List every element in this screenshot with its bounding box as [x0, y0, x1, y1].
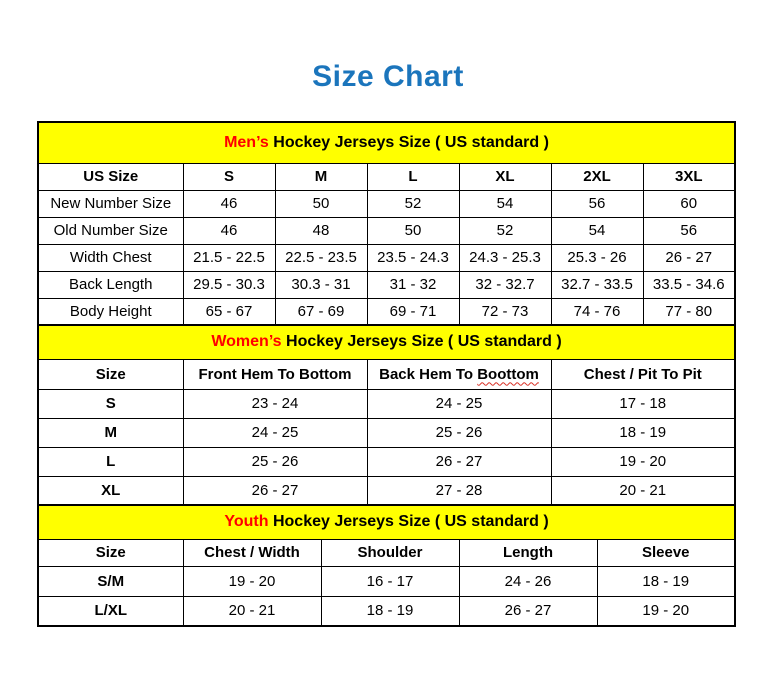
- mens-value-cell: 69 - 71: [367, 298, 459, 325]
- womens-value-cell: 20 - 21: [551, 476, 735, 505]
- mens-row-label: Body Height: [38, 298, 183, 325]
- mens-column-header: 3XL: [643, 163, 735, 190]
- mens-value-cell: 67 - 69: [275, 298, 367, 325]
- mens-column-header: S: [183, 163, 275, 190]
- youth-value-cell: 18 - 19: [321, 596, 459, 626]
- womens-value-cell: 23 - 24: [183, 389, 367, 418]
- womens-column-header: Chest / Pit To Pit: [551, 359, 735, 389]
- mens-column-header: M: [275, 163, 367, 190]
- mens-value-cell: 31 - 32: [367, 271, 459, 298]
- womens-header-row: [38, 359, 735, 389]
- mens-column-header: US Size: [38, 163, 183, 190]
- youth-banner: [38, 505, 735, 539]
- womens-value-cell: 24 - 25: [183, 418, 367, 447]
- mens-row-label: Width Chest: [38, 244, 183, 271]
- youth-column-header: Sleeve: [597, 539, 735, 566]
- youth-value-cell: 18 - 19: [597, 566, 735, 596]
- mens-value-cell: 32 - 32.7: [459, 271, 551, 298]
- mens-row-label: New Number Size: [38, 190, 183, 217]
- mens-banner-row: [38, 122, 735, 163]
- womens-value-cell: 19 - 20: [551, 447, 735, 476]
- mens-value-cell: 50: [275, 190, 367, 217]
- mens-table-row: [38, 271, 735, 298]
- youth-column-header: Chest / Width: [183, 539, 321, 566]
- mens-row-label: Back Length: [38, 271, 183, 298]
- womens-row-label: L: [38, 447, 183, 476]
- womens-table-row: [38, 389, 735, 418]
- mens-value-cell: 32.7 - 33.5: [551, 271, 643, 298]
- womens-table-row: [38, 447, 735, 476]
- mens-banner: [38, 122, 735, 163]
- youth-value-cell: 24 - 26: [459, 566, 597, 596]
- mens-header-row: [38, 163, 735, 190]
- womens-value-cell: 27 - 28: [367, 476, 551, 505]
- womens-value-cell: 17 - 18: [551, 389, 735, 418]
- mens-banner-text: Hockey Jerseys Size ( US standard ): [268, 133, 549, 151]
- womens-table-row: [38, 418, 735, 447]
- youth-banner-text: Hockey Jerseys Size ( US standard ): [268, 513, 549, 531]
- mens-value-cell: 54: [551, 217, 643, 244]
- youth-table-row: [38, 596, 735, 626]
- mens-value-cell: 46: [183, 217, 275, 244]
- mens-size-table: [37, 121, 736, 326]
- youth-column-header: Shoulder: [321, 539, 459, 566]
- mens-value-cell: 56: [551, 190, 643, 217]
- womens-size-table: [37, 324, 736, 506]
- youth-size-table: [37, 504, 736, 627]
- womens-row-label: M: [38, 418, 183, 447]
- page-title: Size Chart: [312, 60, 464, 93]
- womens-value-cell: 24 - 25: [367, 389, 551, 418]
- mens-value-cell: 26 - 27: [643, 244, 735, 271]
- mens-column-header: 2XL: [551, 163, 643, 190]
- youth-table-row: [38, 566, 735, 596]
- size-chart-tables: [37, 121, 735, 627]
- womens-row-label: XL: [38, 476, 183, 505]
- womens-value-cell: 26 - 27: [367, 447, 551, 476]
- mens-value-cell: 33.5 - 34.6: [643, 271, 735, 298]
- mens-banner-highlight: Men’s: [224, 133, 269, 151]
- womens-value-cell: 25 - 26: [183, 447, 367, 476]
- mens-column-header: XL: [459, 163, 551, 190]
- mens-value-cell: 50: [367, 217, 459, 244]
- youth-value-cell: 20 - 21: [183, 596, 321, 626]
- youth-banner-highlight: Youth: [224, 513, 269, 531]
- womens-value-cell: 25 - 26: [367, 418, 551, 447]
- misspelled-word: Boottom: [477, 365, 539, 383]
- mens-value-cell: 29.5 - 30.3: [183, 271, 275, 298]
- womens-column-header: Front Hem To Bottom: [183, 359, 367, 389]
- mens-value-cell: 24.3 - 25.3: [459, 244, 551, 271]
- womens-table-row: [38, 476, 735, 505]
- mens-value-cell: 22.5 - 23.5: [275, 244, 367, 271]
- womens-column-header: Back Hem To Boottom: [367, 359, 551, 389]
- youth-value-cell: 16 - 17: [321, 566, 459, 596]
- womens-column-header: Size: [38, 359, 183, 389]
- mens-value-cell: 60: [643, 190, 735, 217]
- youth-banner-row: [38, 505, 735, 539]
- mens-value-cell: 72 - 73: [459, 298, 551, 325]
- youth-row-label: L/XL: [38, 596, 183, 626]
- youth-value-cell: 19 - 20: [183, 566, 321, 596]
- mens-value-cell: 54: [459, 190, 551, 217]
- mens-value-cell: 52: [459, 217, 551, 244]
- mens-table-row: [38, 217, 735, 244]
- womens-row-label: S: [38, 389, 183, 418]
- youth-row-label: S/M: [38, 566, 183, 596]
- mens-row-label: Old Number Size: [38, 217, 183, 244]
- mens-value-cell: 56: [643, 217, 735, 244]
- mens-value-cell: 21.5 - 22.5: [183, 244, 275, 271]
- womens-value-cell: 26 - 27: [183, 476, 367, 505]
- womens-banner: [38, 325, 735, 359]
- mens-value-cell: 77 - 80: [643, 298, 735, 325]
- mens-value-cell: 23.5 - 24.3: [367, 244, 459, 271]
- youth-header-row: [38, 539, 735, 566]
- mens-column-header: L: [367, 163, 459, 190]
- mens-value-cell: 25.3 - 26: [551, 244, 643, 271]
- womens-banner-text: Hockey Jerseys Size ( US standard ): [281, 333, 562, 351]
- womens-value-cell: 18 - 19: [551, 418, 735, 447]
- womens-banner-row: [38, 325, 735, 359]
- mens-value-cell: 52: [367, 190, 459, 217]
- mens-value-cell: 65 - 67: [183, 298, 275, 325]
- mens-value-cell: 30.3 - 31: [275, 271, 367, 298]
- mens-value-cell: 74 - 76: [551, 298, 643, 325]
- mens-table-row: [38, 244, 735, 271]
- mens-table-row: [38, 298, 735, 325]
- youth-column-header: Size: [38, 539, 183, 566]
- mens-table-row: [38, 190, 735, 217]
- youth-value-cell: 26 - 27: [459, 596, 597, 626]
- womens-banner-highlight: Women’s: [211, 333, 282, 351]
- mens-value-cell: 46: [183, 190, 275, 217]
- youth-value-cell: 19 - 20: [597, 596, 735, 626]
- youth-column-header: Length: [459, 539, 597, 566]
- mens-value-cell: 48: [275, 217, 367, 244]
